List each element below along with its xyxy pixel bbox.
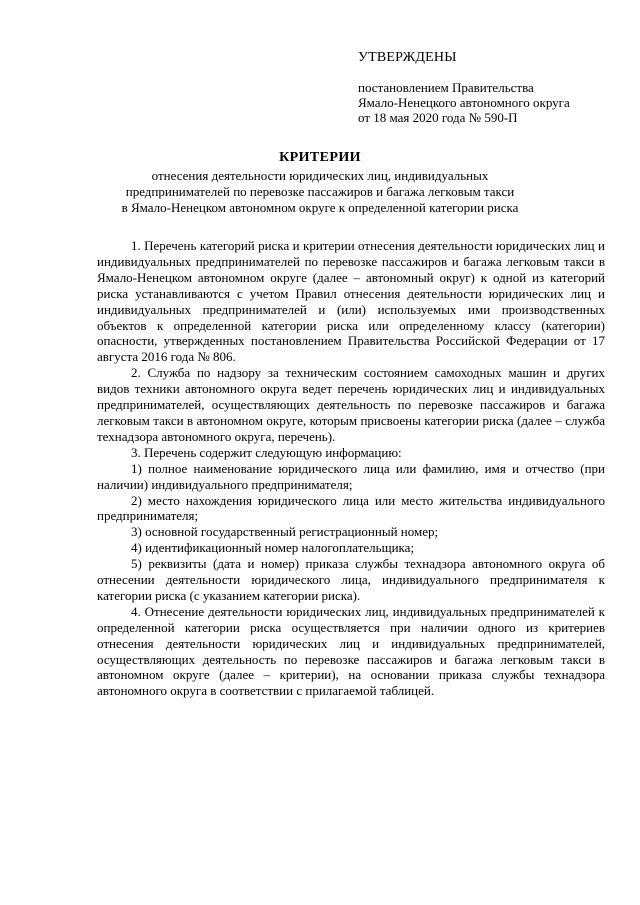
document-title: КРИТЕРИИ [279, 150, 361, 165]
list-item: 3) основной государственный регистрационный номер; [131, 524, 439, 540]
subtitle-line: предпринимателей по перевозке пассажиров и багажа легковым такси [125, 184, 515, 199]
document-body [97, 238, 605, 699]
approval-block [358, 50, 618, 125]
list-item: 1) полное наименование юридического лица или фамилию, имя и отчество (при наличии) индивидуального предпринимателя; [97, 460, 605, 492]
approval-heading: УТВЕРЖДЕНЫ [358, 50, 457, 65]
paragraph: 3. Перечень содержит следующую информацию: [131, 444, 402, 460]
paragraph: 2. Служба по надзору за техническим состоянием самоходных машин и других видов техники автономного округа ведет перечень юридических лиц и индивидуальных предпринимателей, осуществляющих деятельность по перевозке пассажиров и багажа легковым такси в автономном округе, которым присвоены категории риска (далее – служба технадзора автономного округа, перечень). [97, 365, 605, 444]
subtitle-line: отнесения деятельности юридических лиц, индивидуальных [151, 168, 489, 183]
paragraph: 4. Отнесение деятельности юридических лиц, индивидуальных предпринимателей к определенной категории риска осуществляется при наличии одного из критериев отнесения деятельности юридических лиц и индивидуальных предпринимателей, осуществляющих деятельность по перевозке пассажиров и багажа легковым такси в автономном округе (далее – критерии), на основании приказа службы технадзора автономного округа в соответствии с прилагаемой таблицей. [97, 603, 605, 699]
list-item: 4) идентификационный номер налогоплательщика; [131, 540, 415, 556]
paragraph: 1. Перечень категорий риска и критерии отнесения деятельности юридических лиц и индивидуальных предпринимателей по перевозке пассажиров и багажа легковым такси в Ямало-Ненецком автономном округе (далее – автономный округ) к одной из категорий риска устанавливаются с учетом Правил отнесения деятельности юридических лиц и индивидуальных предпринимателей и (или) используемых ими производственных объектов к определенной категории риска или определенному классу (категории) опасности, утвержденных постановлением Правительства Российской Федерации от 17 августа 2016 года № 806. [97, 238, 605, 365]
subtitle-line: в Ямало-Ненецком автономном округе к определенной категории риска [121, 200, 519, 215]
list-item: 5) реквизиты (дата и номер) приказа службы технадзора автономного округа об отнесении деятельности юридического лица, индивидуального предпринимателя к категории риска (с указанием категории риска). [97, 556, 605, 603]
list-item: 2) место нахождения юридического лица или место жительства индивидуального предпринимателя; [97, 492, 605, 524]
approval-line: постановлением Правительства [358, 80, 534, 95]
document-subtitle [60, 168, 580, 216]
approval-line: Ямало-Ненецкого автономного округа [358, 95, 570, 110]
approval-line: от 18 мая 2020 года № 590-П [358, 110, 518, 125]
